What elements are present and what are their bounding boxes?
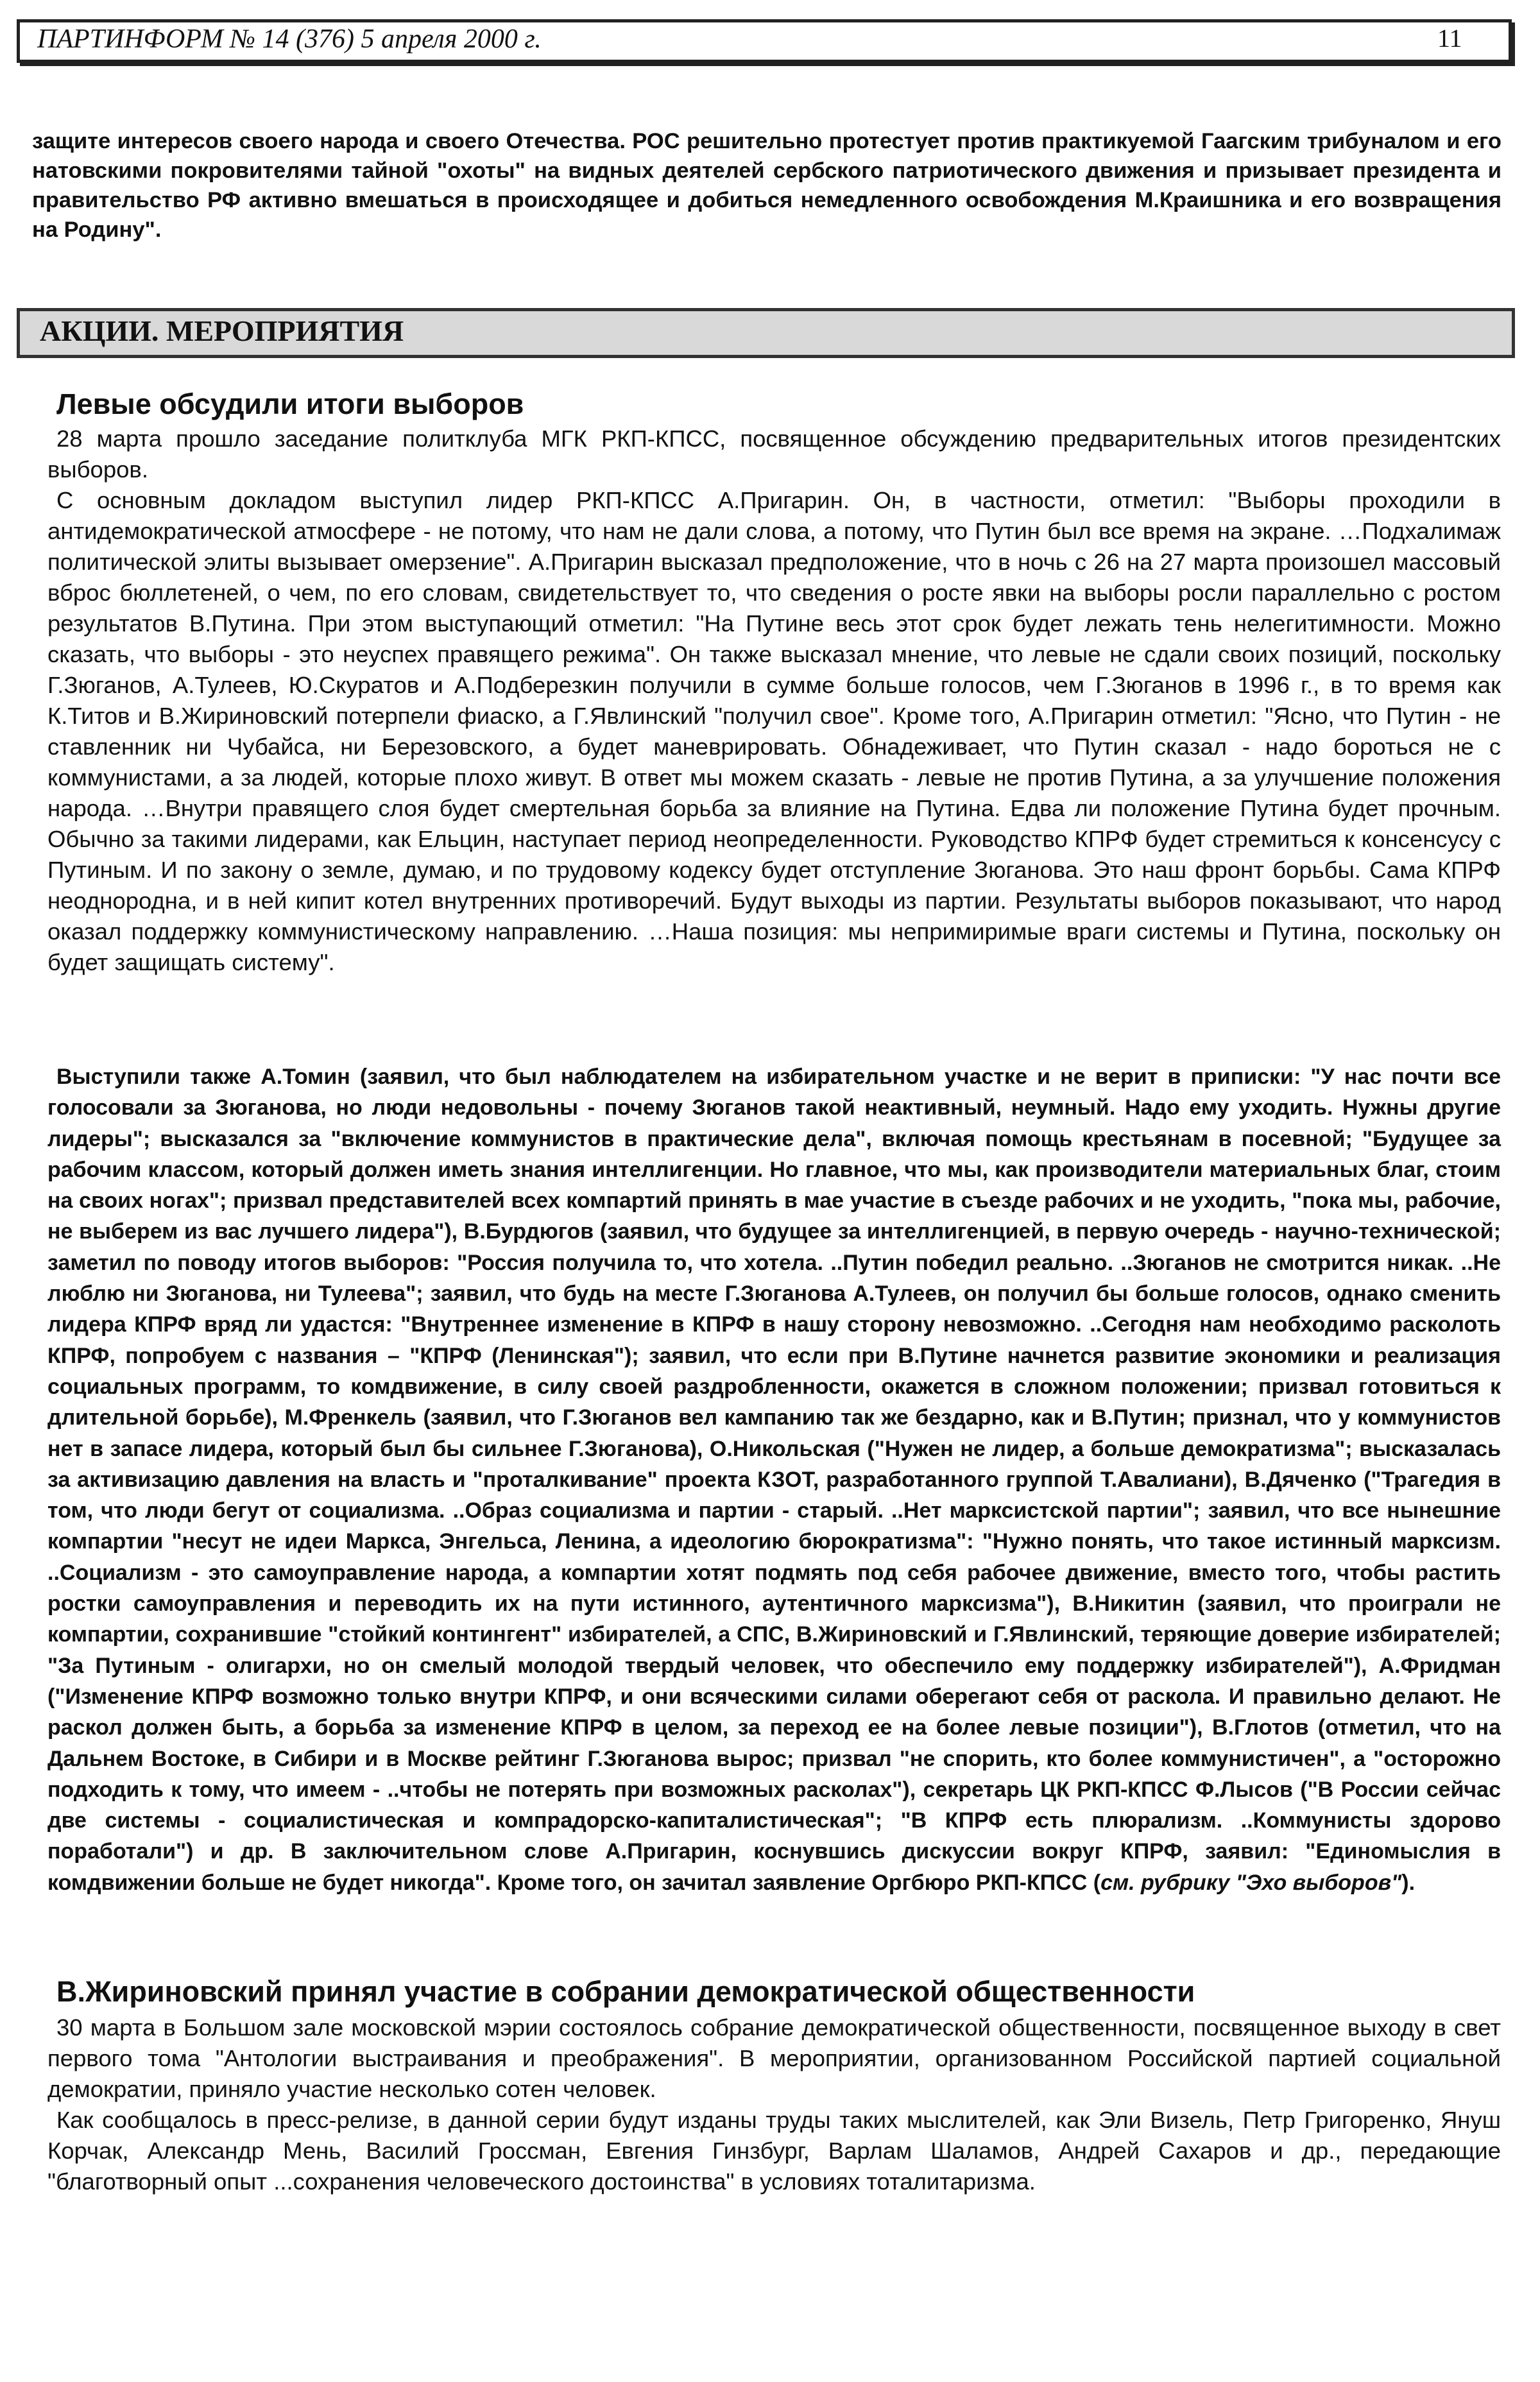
speakers-tail: ).: [1401, 1870, 1416, 1895]
speakers-text: Выступили также А.Томин (заявил, что был наблюдателем на избирательном участке и не верит в приписки: "У нас почти все голосовали за Зюганова, но люди недовольны - почему Зюганов такой неактивный, неумный. Надо ему уходить. Нужны другие лидеры"; высказался за "включение коммунистов в практические дела", включая помощь крестьянам в посевной; "Будущее за рабочим классом, который должен иметь знания интеллигенции. Но главное, что мы, как производители материальных благ, стоим на своих ногах"; призвал представителей всех компартий принять в мае участие в съезде рабочих и не уходить, "пока мы, рабочие, не выберем из вас лучшего лидера"), В.Бурдюгов (заявил, что будущее за интеллигенцией, в первую очередь - научно-технической; заметил по поводу итогов выборов: "Россия получила то, что хотела. ..Путин победил реально. ..Зюганов не смотрится никак. ..Не люблю ни Зюганова, ни Тулеева"; заявил, что будь на месте Г.Зюганова А.Тулеев, он получил бы больше голосов, однако сменить лидера КПРФ вряд ли удастся: "Внутреннее изменение в КПРФ в нашу сторону невозможно. ..Сегодня нам необходимо расколоть КПРФ, попробуем с названия – "КПРФ (Ленинская"); заявил, что если при В.Путине начнется развитие экономики и реализация социальных программ, то комдвижение, в силу своей раздробленности, окажется в сложном положении; призвал готовиться к длительной борьбе), М.Френкель (заявил, что Г.Зюганов вел кампанию так же бездарно, как и В.Путин; признал, что у коммунистов нет в запасе лидера, который был бы сильнее Г.Зюганова), О.Никольская ("Нужен не лидер, а больше демократизма"; высказалась за активизацию давления на власть и "проталкивание" проекта КЗОТ, разработанного группой Т.Авалиани), В.Дяченко ("Трагедия в том, что люди бегут от социализма. ..Образ социализма и партии - старый. ..Нет марксистской партии"; заявил, что все нынешние компартии "несут не идеи Маркса, Энгельса, Ленина, а идеологию бюрократизма": "Нужно понять, что такое истинный марксизм. ..Социализм - это самоуправление народа, а компартии хотят подмять под себя рабочее движение, вместо того, чтобы растить ростки самоуправления и переводить их на пути истинного, аутентичного марксизма"), В.Никитин (заявил, что проиграли не компартии, сохранившие "стойкий контингент" избирателей, а СПС, В.Жириновский и Г.Явлинский, теряющие доверие избирателей; "За Путиным - олигархи, но он смелый молодой твердый человек, что обеспечило ему поддержку избирателей"), А.Фридман ("Изменение КПРФ возможно только внутри КПРФ, и они всяческими силами оберегают себя от раскола. И правильно делают. Не раскол должен быть, а борьба за изменение КПРФ в целом, за переход ее на более левые позиции"), В.Глотов (отметил, что на Дальнем Востоке, в Сибири и в Москве рейтинг Г.Зюганова вырос; призвал "не спорить, кто более коммунистичен", а "осторожно подходить к тому, что имеем - ..чтобы не потерять при возможных расколах"), секретарь ЦК РКП-КПСС Ф.Лысов ("В России сейчас две системы - социалистическая и компрадорско-капиталистическая"; "В КПРФ есть плюрализм. ..Коммунисты здорово поработали") и др. В заключительном слове А.Пригарин, коснувшись дискуссии вокруг КПРФ, заявил: "Единомыслия в комдвижении больше не будет никогда". Кроме того, он зачитал заявление Оргбюро РКП-КПСС (: [47, 1065, 1501, 1895]
section-title: АКЦИИ. МЕРОПРИЯТИЯ: [40, 314, 404, 347]
speakers-paragraph: [47, 1061, 1501, 1898]
article-paragraph: Как сообщалось в пресс-релизе, в данной серии будут изданы труды таких мыслителей, как Эли Визель, Петр Григоренко, Януш Корчак, Александр Мень, Василий Гроссман, Евгения Гинзбург, Варлам Шаламов, Андрей Сахаров и др., передающие "благотворный опыт ...сохранения человеческого достоинства" в условиях тоталитаризма.: [47, 2107, 1501, 2195]
rubric-reference: см. рубрику "Эхо выборов": [1100, 1870, 1402, 1895]
article-paragraph: С основным докладом выступил лидер РКП-КПСС А.Пригарин. Он, в частности, отметил: "Выборы проходили в антидемократической атмосфере - не потому, что нам не дали слова, а потому, что Путин был все время на экране. …Подхалимаж политической элиты вызывает омерзение". А.Пригарин высказал предположение, что в ночь с 26 на 27 марта произошел массовый вброс бюллетеней, о чем, по его словам, свидетельствует то, что сведения о росте явки на выборы росли параллельно с ростом результатов В.Путина. При этом выступающий отметил: "На Путине весь этот срок будет лежать тень нелегитимности. Можно сказать, что выборы - это неуспех правящего режима". Он также высказал мнение, что левые не сдали своих позиций, поскольку Г.Зюганов, А.Тулеев, Ю.Скуратов и А.Подберезкин получили в сумме больше голосов, чем Г.Зюганов в 1996 г., в то время как К.Титов и В.Жириновский потерпели фиаско, а Г.Явлинский "получил свое". Кроме того, А.Пригарин отметил: "Ясно, что Путин - не ставленник ни Чубайса, ни Березовского, а будет маневрировать. Обнадеживает, что Путин сказал - надо бороться не с коммунистами, а за людей, которые плохо живут. В ответ мы можем сказать - левые не против Путина, а за улучшение положения народа. …Внутри правящего слоя будет смертельная борьба за влияние на Путина. Едва ли положение Путина будет прочным. Обычно за такими лидерами, как Ельцин, наступает период неопределенности. Руководство КПРФ будет стремиться к консенсусу с Путиным. И по закону о земле, думаю, и по трудовому кодексу будет отступление Зюганова. Это наш фронт борьбы. Сама КПРФ неоднородна, и в ней кипит котел внутренних противоречий. Будут выходы из партии. Результаты выборов показывают, что народ оказал поддержку коммунистическому направлению. …Наша позиция: мы непримиримые враги системы и Путина, поскольку он будет защищать систему".: [47, 487, 1501, 975]
publication-header: ПАРТИНФОРМ № 14 (376) 5 апреля 2000 г.: [37, 24, 542, 54]
article-body: [47, 2012, 1501, 2197]
article-paragraph: 28 марта прошло заседание политклуба МГК РКП-КПСС, посвященное обсуждению предварительных итогов президентских выборов.: [47, 425, 1501, 483]
continued-paragraph: защите интересов своего народа и своего Отечества. РОС решительно протестует против практикуемой Гаагским трибуналом и его натовскими покровителями тайной "охоты" на видных деятелей сербского патриотического движения и призывает президента и правительство РФ активно вмешаться в происходящее и добиться немедленного освобождения М.Краишника и его возвращения на Родину".: [32, 129, 1502, 242]
page-number: 11: [1437, 24, 1462, 53]
article-paragraph: 30 марта в Большом зале московской мэрии состоялось собрание демократической общественности, посвященное выходу в свет первого тома "Антологии выстраивания и преображения". В мероприятии, организованном Российской партией социальной демократии, приняло участие несколько сотен человек.: [47, 2014, 1501, 2102]
article-body: [47, 424, 1501, 978]
article-title: В.Жириновский принял участие в собрании демократической общественности: [56, 1975, 1195, 2008]
article-title: Левые обсудили итоги выборов: [56, 388, 524, 420]
